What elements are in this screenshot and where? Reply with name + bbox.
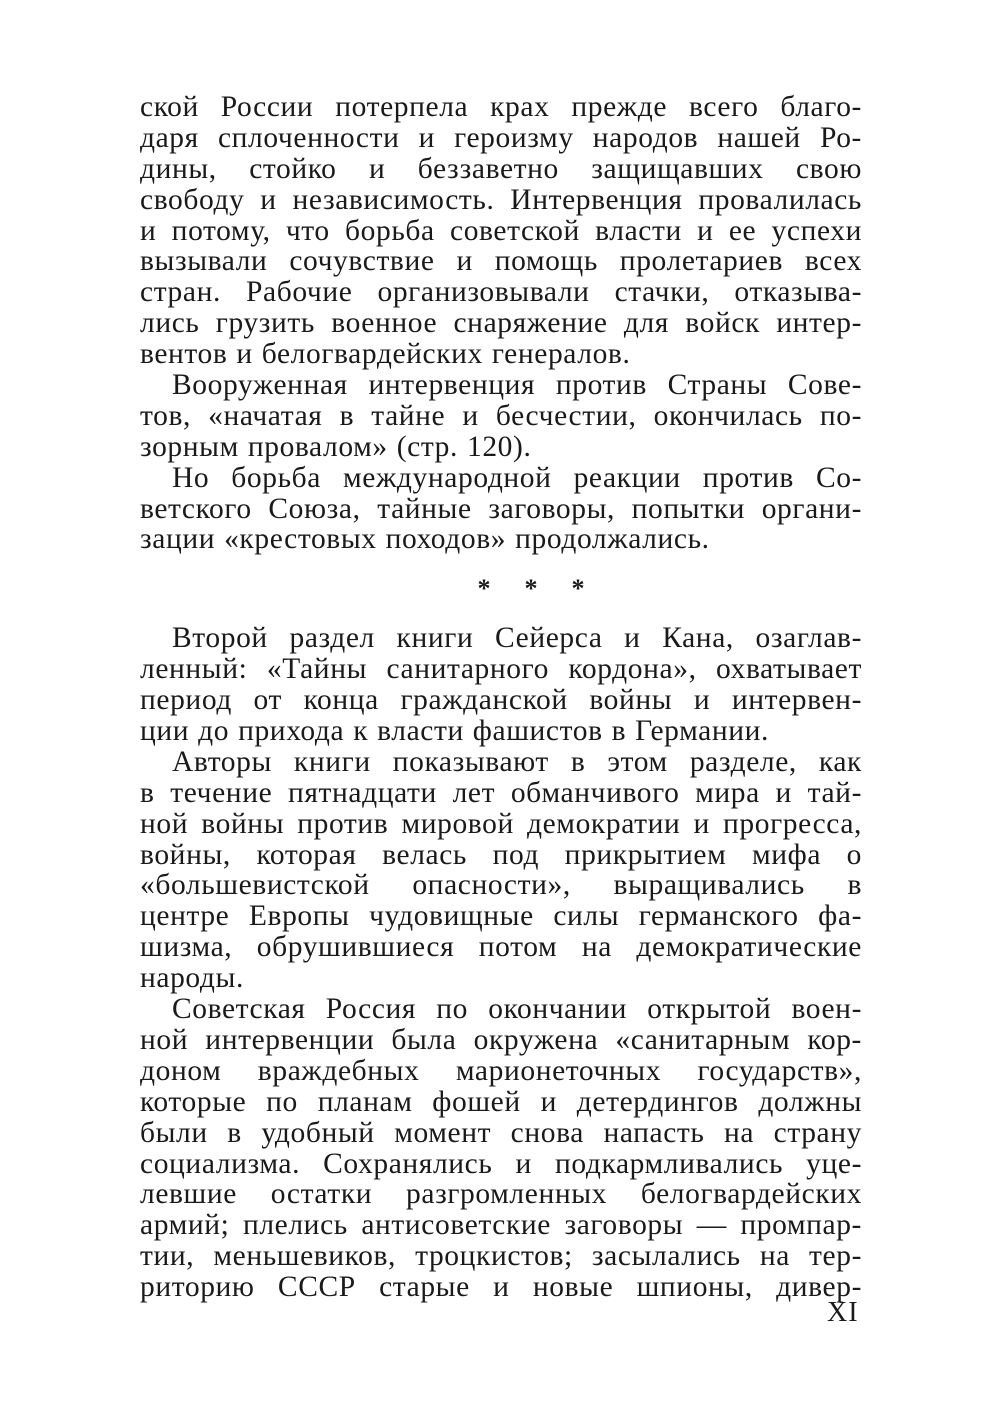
separator-asterisk: * <box>571 574 585 604</box>
paragraph <box>140 370 862 463</box>
text-line: шизма, обрушившиеся потом на демократические <box>140 931 862 964</box>
text-line: зации «крестовых походов» продолжались. <box>140 523 710 556</box>
text-line: лись грузить военное снаряжение для войск интер- <box>140 307 862 340</box>
text-line: свободу и независимость. Интервенция провалилась <box>140 183 862 216</box>
text-line: зорным провалом» (стр. 120). <box>140 430 532 463</box>
text-line: ной войны против мировой демократии и прогресса, <box>140 807 862 840</box>
text-line: ной интервенции была окружена «санитарным кор- <box>140 1023 862 1056</box>
separator-asterisk: * <box>524 574 538 604</box>
text-line: тов, «начатая в тайне и бесчестии, окончилась по- <box>140 399 862 432</box>
paragraph <box>140 92 862 370</box>
separator-asterisk: * <box>477 574 491 604</box>
text-line: ции до прихода к власти фашистов в Германии. <box>140 715 769 748</box>
text-line: и потому, что борьба советской власти и ее успехи <box>140 214 862 247</box>
text-line: которые по планам фошей и детердингов должны <box>140 1085 862 1118</box>
text-line: армий; плелись антисоветские заговоры — промпар- <box>140 1209 862 1242</box>
text-line: левшие остатки разгромленных белогвардейских <box>140 1178 862 1211</box>
text-line: Вооруженная интервенция против Страны Сове- <box>172 369 862 402</box>
text-line: социализма. Сохранялись и подкармливались уце- <box>140 1147 862 1180</box>
section-separator <box>140 555 862 623</box>
text-line: риторию СССР старые и новые шпионы, дивер- <box>140 1271 862 1304</box>
text-line: вентов и белогвардейских генералов. <box>140 338 631 371</box>
paragraph <box>140 623 862 747</box>
text-line: стран. Рабочие организовывали стачки, отказыва- <box>140 276 862 309</box>
text-line: ленный: «Тайны санитарного кордона», охватывает <box>140 653 862 686</box>
paragraph <box>140 747 862 994</box>
text-line: «большевистской опасности», выращивались в <box>140 869 862 902</box>
text-line: Второй раздел книги Сейерса и Кана, озаглав- <box>172 622 862 655</box>
text-line: ветского Союза, тайные заговоры, попытки органи- <box>140 492 862 525</box>
text-line: Но борьба международной реакции против Со- <box>172 461 862 494</box>
page-body <box>140 92 862 1303</box>
text-line: дины, стойко и беззаветно защищавших свою <box>140 152 862 185</box>
text-line: доном враждебных марионеточных государств», <box>140 1054 862 1087</box>
text-line: Советская Россия по окончании открытой воен- <box>172 993 862 1026</box>
text-line: период от конца гражданской войны и интервен- <box>140 684 862 717</box>
text-line: даря сплоченности и героизму народов нашей Ро- <box>140 121 862 154</box>
text-line: Авторы книги показывают в этом разделе, как <box>172 745 862 778</box>
text-line: были в удобный момент снова напасть на страну <box>140 1116 862 1149</box>
text-line: центре Европы чудовищные силы германского фа- <box>140 900 862 933</box>
paragraph <box>140 994 862 1303</box>
paragraph <box>140 463 862 556</box>
text-line: в течение пятнадцати лет обманчивого мира и тай- <box>140 776 862 809</box>
text-line: вызывали сочувствие и помощь пролетариев всех <box>140 245 862 278</box>
text-line: народы. <box>140 962 244 995</box>
page-number: XI <box>827 1297 859 1328</box>
text-line: тии, меньшевиков, троцкистов; засылались на тер- <box>140 1240 862 1273</box>
text-line: ской России потерпела крах прежде всего благо- <box>140 91 862 123</box>
text-line: войны, которая велась под прикрытием мифа о <box>140 838 862 871</box>
